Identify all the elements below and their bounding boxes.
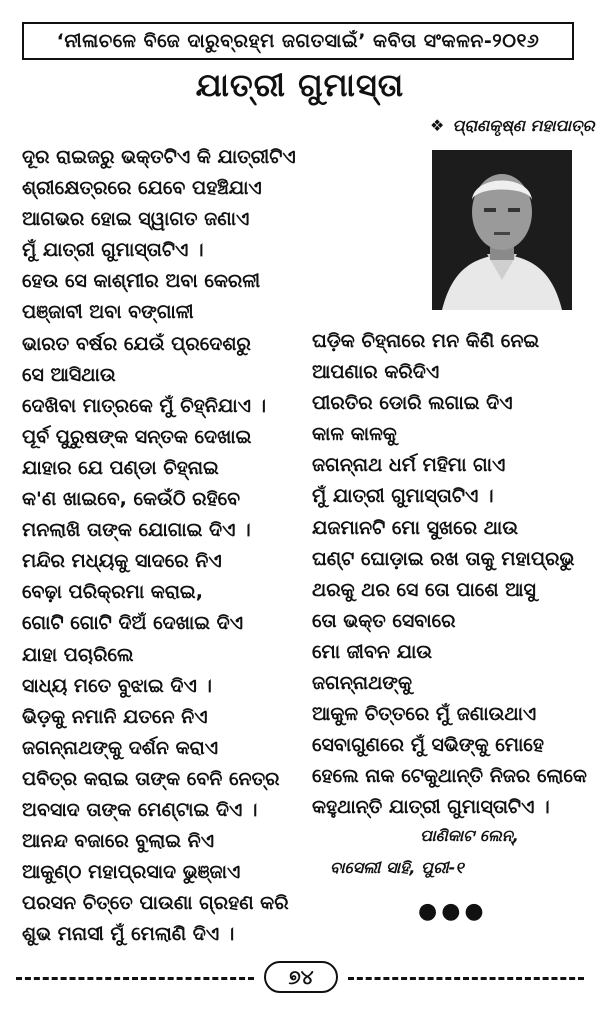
poem-line: ସେ ଆସିଥାଉ (22, 363, 116, 386)
poem-line: ତୋ ଭକ୍ତ ସେବାରେ (312, 609, 456, 632)
poem-line: ମୁଁ ଯାତ୍ରୀ ଗୁମାସ୍ତାଟିଏ । (22, 239, 204, 262)
anthology-header (22, 22, 574, 60)
poem-line: ଯାହାର ଯେ ପଣ୍ଡା ଚିହ୍ନାଇ (22, 456, 219, 479)
poem-line: ଶୁଭ ମନାସୀ ମୁଁ ମେଲାଣି ଦିଏ । (22, 923, 235, 946)
poem-line: ମୋ ଜୀବନ ଯାଉ (312, 640, 433, 663)
page-number: ୭୪ (264, 961, 338, 993)
poem-line: ଦେଖିବା ମାତ୍ରକେ ମୁଁ ଚିହ୍ନିଯାଏ । (22, 394, 267, 417)
poem-title: ଯାତ୍ରୀ ଗୁମାସ୍ତା (195, 66, 405, 104)
poem-line: ଶ୍ରୀକ୍ଷେତ୍ରରେ ଯେବେ ପହଞ୍ଚିଯାଏ (22, 177, 262, 200)
poem-line: ପୀରତିର ଡୋରି ଲଗାଇ ଦିଏ (312, 392, 513, 415)
author-byline (430, 116, 595, 136)
poem-line: ଗୋଟି ଗୋଟି ଦିଅଁ ଦେଖାଇ ଦିଏ (22, 612, 244, 635)
poem-line: ଥରକୁ ଥର ସେ ତୋ ପାଶେ ଆସୁ (312, 578, 536, 601)
footer-divider-left (16, 977, 254, 980)
poem-line: ଆଗଭର ହୋଇ ସ୍ୱାଗତ ଜଣାଏ (22, 208, 250, 231)
ornament-dots-icon: ●●● (418, 899, 488, 924)
poem-line: ମୁଁ ଯାତ୍ରୀ ଗୁମାସ୍ତାଟିଏ । (312, 485, 494, 508)
poem-line: ପରସନ ଚିତ୍ତେ ପାଉଣା ଗ୍ରହଣ କରି (22, 892, 289, 915)
diamond-bullet-icon: ❖ (430, 116, 445, 135)
poem-line: ଜଗନ୍ନାଥଙ୍କୁ (312, 672, 413, 695)
poem-line: ମନ୍ଦିର ମଧ୍ୟକୁ ସାଦରେ ନିଏ (22, 550, 222, 573)
poem-line: ହେଉ ସେ କାଶ୍ମୀର ଅବା କେରଳୀ (22, 270, 261, 293)
poem-line: ଆକୁଳ ଚିତ୍ତରେ ମୁଁ ଜଣାଉଥାଏ (312, 703, 537, 726)
author-name: ପ୍ରାଣକୃଷ୍ଣ ମହାପାତ୍ର (452, 116, 595, 135)
poem-line: ଅବସାଦ ତାଙ୍କ ମେଣ୍ଟାଇ ଦିଏ । (22, 798, 258, 821)
poem-line: ଆନନ୍ଦ ବଜାରେ ବୁଲାଇ ନିଏ (22, 830, 215, 853)
author-photo (432, 150, 572, 310)
anthology-header-text: ‘ନୀଳାଚଳେ ବିଜେ ଦାରୁବ୍ରହ୍ମ ଜଗତସାଇଁ’ କବିତା ସଂକଳନ-୨୦୧୬ (56, 30, 540, 52)
poem-line: ପୂର୍ବ ପୁରୁଷଙ୍କ ସନ୍ତକ ଦେଖାଇ (22, 425, 252, 448)
address-line-1: ପାଣିକାଟ ଲେନ୍, (420, 826, 519, 845)
author-address (330, 820, 590, 884)
poem-line: ସାଧ୍ୟ ମତେ ବୁଝାଇ ଦିଏ । (22, 674, 212, 697)
poem-line: ଭାରତ ବର୍ଷର ଯେଉଁ ପ୍ରଦେଶରୁ (22, 332, 251, 355)
poem-line: ଯାହା ପଚାରିଲେ (22, 643, 134, 666)
poem-line: ଦୂର ରାଇଜରୁ ଭକ୍ତଟିଏ କି ଯାତ୍ରୀଟିଏ (22, 146, 296, 168)
page-footer (16, 958, 584, 998)
footer-divider-right (348, 977, 584, 980)
poem-line: ଯଜମାନଟି ମୋ ସୁଖରେ ଥାଉ (312, 516, 519, 539)
poem-line: ଘଡ଼ିକ ଚିହ୍ନାରେ ମନ କିଣି ନେଇ (312, 330, 540, 352)
poem-column-left (22, 142, 296, 950)
address-line-2: ବାସେଲୀ ସାହି, ପୁରୀ-୧ (330, 858, 464, 877)
poem-line: ପବିତ୍ର କରାଇ ତାଙ୍କ ବେନି ନେତ୍ର (22, 767, 280, 790)
poem-line: ଆପଣାର କରିଦିଏ (312, 361, 440, 384)
poem-line: ହେଲେ ନାକ ଟେକୁଥାନ୍ତି ନିଜର ଲୋକେ (312, 765, 587, 788)
poem-line: ବେଢ଼ା ପରିକ୍ରମା କରାଇ, (22, 581, 203, 604)
poem-line: ଘଣ୍ଟ ଘୋଡ଼ାଇ ରଖ ତାକୁ ମହାପ୍ରଭୁ (312, 547, 575, 570)
poem-line: କହୁଥାନ୍ତି ଯାତ୍ରୀ ଗୁମାସ୍ତାଟିଏ । (312, 796, 550, 819)
poem-line: ପଞ୍ଜାବୀ ଅବା ବଙ୍ଗାଳୀ (22, 301, 194, 324)
poem-line: ଆକୁଣ୍ଠ ମହାପ୍ରସାଦ ଭୁଞ୍ଜାଏ (22, 861, 241, 884)
poem-column-right (312, 326, 587, 824)
poem-line: ମନଲାଖି ତାଙ୍କ ଯୋଗାଇ ଦିଏ । (22, 519, 251, 542)
poem-line: ଜଗନ୍ନାଥ ଧର୍ମ ମହିମା ଗାଏ (312, 454, 506, 477)
portrait-image (432, 150, 572, 310)
poem-line: ସେବାଗୁଣରେ ମୁଁ ସଭିଙ୍କୁ ମୋହେ (312, 734, 544, 757)
poem-line: କାଳ କାଳକୁ (312, 423, 397, 446)
poem-line: କ'ଣ ଖାଇବେ, କେଉଁଠି ରହିବେ (22, 488, 241, 511)
poem-line: ଜଗନ୍ନାଥଙ୍କୁ ଦର୍ଶନ କରାଏ (22, 736, 219, 759)
poem-line: ଭିଡ଼କୁ ନମାନି ଯତନେ ନିଏ (22, 705, 208, 728)
